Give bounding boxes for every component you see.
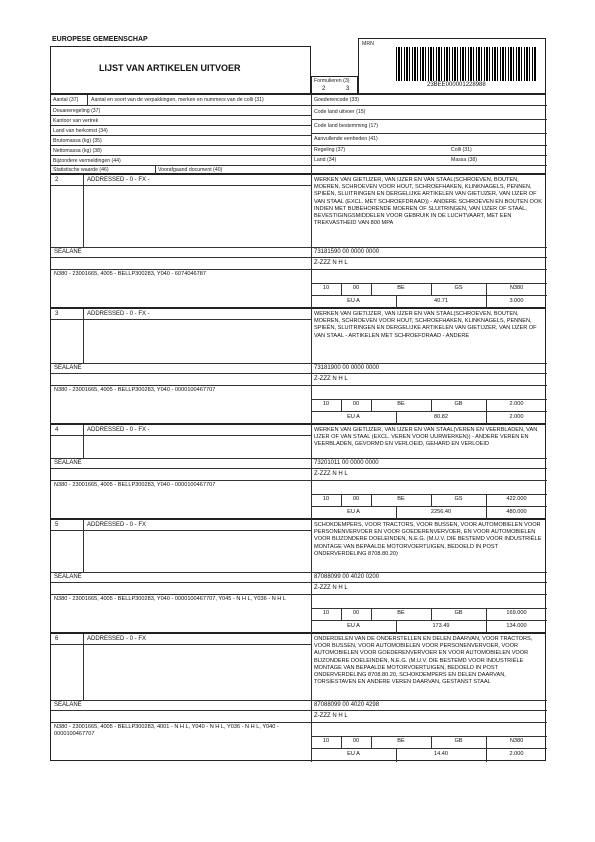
item-mass: 173.49: [432, 623, 450, 629]
item-value: 2.000: [509, 751, 524, 757]
item-grid-cell: N380: [509, 738, 524, 744]
item-refs: N380 - 23001665, 4005 - BELLP300283, Y040 - 6074046787: [54, 271, 206, 277]
item-unit: EU A: [347, 509, 360, 515]
item-zzz: Z-ZZZ N H L: [314, 260, 348, 266]
item-grid-cell: 10: [322, 610, 330, 616]
item-unit: EU A: [347, 751, 360, 757]
divider: [51, 257, 547, 258]
item-grid-cell: BE: [397, 401, 405, 407]
item-number: 2: [55, 177, 59, 183]
item-grid-cell: GS: [454, 496, 463, 502]
field-kantoor-vertrek: Kantoor van vertrek: [53, 118, 99, 124]
item-description: WERKEN VAN GIETIJZER, VAN IJZER EN VAN STAAL(SCHROEVEN, BOUTEN, MOEREN, SCHROEVEN VOOR HOUT, SCHROEFHAKEN, KLINKNAGELS, PENNEN, SPIEËN, SLUITRINGEN EN DERGELIJKE ARTIKELEN VAN GIETIJZER, VAN IJZER OF VAN STAAL - ARTIKELEN MET SCHROEFDRAAD - ANDERE: [314, 311, 537, 339]
divider: [51, 572, 547, 573]
item-grid-cell: BE: [397, 496, 405, 502]
item-mass: 14.40: [434, 751, 448, 757]
item-block: [50, 308, 546, 424]
item-value: 3.000: [509, 298, 524, 304]
divider: [311, 283, 547, 284]
field-bewijs: Voorafgaand document (40): [158, 167, 223, 173]
item-mass: 80.82: [434, 414, 448, 420]
divider: [51, 435, 311, 436]
formulieren-total: 3: [346, 86, 350, 92]
field-douane-regeling: Douaneregeling (37): [53, 108, 101, 114]
divider: [311, 620, 547, 621]
formulieren-current: 2: [322, 86, 326, 92]
divider: [51, 700, 547, 701]
item-value: 134.000: [506, 623, 527, 629]
item-grid-cell: 10: [322, 401, 330, 407]
item-number: 5: [55, 522, 59, 528]
field-waarde: Statistische waarde (46): [53, 167, 109, 173]
page-title: LIJST VAN ARTIKELEN UITVOER: [99, 63, 241, 73]
divider: [311, 520, 312, 634]
item-grid-cell: BE: [397, 738, 405, 744]
item-address: ADDRESSED - 0 - FX -: [87, 311, 150, 317]
item-grid-cell: N380: [509, 285, 524, 291]
field-kolli: Colli (31): [451, 147, 472, 153]
divider: [51, 468, 547, 469]
field-goederen-code: Goederencode (33): [314, 97, 359, 103]
barcode-number: 23BEE000001228988: [427, 82, 486, 88]
divider: [51, 247, 547, 248]
item-code: 73181590 00 0000 0000: [314, 249, 380, 255]
mrn-label: MRN: [362, 41, 374, 47]
divider: [51, 458, 547, 459]
item-value: 480.000: [506, 509, 527, 515]
item-seal: SEALANE: [54, 574, 82, 580]
divider: [311, 295, 547, 296]
item-description: SCHOKDEMPERS, VOOR TRACTORS, VOOR BUSSEN, VOOR AUTOMOBIELEN VOOR PERSONENVERVOER EN VOOR GOEDERENVERVOER, EN VOOR AUTOMOBIELEN VOOR BIJZONDERE DOELEINDEN, N.E.G. (M.U.V. DIE BESTEMD VOOR INDUSTRIËLE MONTAGE VAN BEPAALDE MOTORVOERTUIGEN, BEDOELD IN POST ONDERVERDELING 8708.80.20): [314, 522, 542, 557]
item-zzz: Z-ZZZ N H L: [314, 471, 348, 477]
formulieren-box: [311, 76, 358, 94]
item-description: WERKEN VAN GIETIJZER, VAN IJZER EN VAN STAAL(VEREN EN VEERBLADEN, VAN IJZER OF VAN STAAL (EXCL. VEREN VOOR UURWERKEN)) - ANDERE VEREN EN VEERBLADEN, GEVORMD EN VERLOEID, GEHARD EN VERLOEID: [314, 427, 538, 448]
item-grid-cell: 00: [352, 285, 360, 291]
item-grid-cell: GB: [454, 738, 463, 744]
divider: [311, 494, 547, 495]
item-refs: N380 - 23001665, 4005 - BELLP300283, Y040 - 0000100467707, Y045 - N H L, Y036 - N H L: [54, 596, 287, 602]
item-address: ADDRESSED - 0 - FX: [87, 522, 147, 528]
item-grid-cell: BE: [397, 610, 405, 616]
divider: [311, 309, 312, 425]
item-grid-cell: 00: [352, 738, 360, 744]
item-description: WERKEN VAN GIETIJZER, VAN IJZER EN VAN STAAL(SCHROEVEN, BOUTEN, MOEREN, SCHROEVEN VOOR HOUT, SCHROEFHAKEN, KLINKNAGELS, PENNEN, SPIEËN, SLUITRINGEN EN DERGELIJKE ARTIKELEN VAN GIETIJZER, VAN IJZER OF VAN STAAL (EXCL. MET SCHROEFDRAAD)) - ANDERE SCHROEVEN EN BOUTEN OOK INDIEN MET BIJBEHORENDE MOEREN OF SLUITRINGEN, VAN IJZER OF STAAL, BEVESTIGINGSMIDDELEN VOOR GEBRUIK IN DE LUCHTVAART, MET EEN TREKVASTHEID VAN 800 MPA: [314, 177, 542, 227]
divider: [311, 399, 547, 400]
divider: [51, 363, 547, 364]
divider: [311, 608, 547, 609]
item-grid-cell: 00: [352, 610, 360, 616]
item-zzz: Z-ZZZ N H L: [314, 376, 348, 382]
item-grid-cell: GS: [454, 285, 463, 291]
divider: [83, 520, 84, 572]
item-address: ADDRESSED - 0 - FX -: [87, 427, 150, 433]
item-grid-cell: 00: [352, 401, 360, 407]
item-grid-cell: BE: [397, 285, 405, 291]
item-unit: EU A: [347, 414, 360, 420]
item-block: [50, 424, 546, 519]
divider: [83, 425, 84, 458]
item-grid-cell: 10: [322, 738, 330, 744]
field-aantal-aanv: Aantal en soort van de verpakkingen, merken en nummers van de colli (31): [91, 97, 264, 103]
barcode: [396, 47, 536, 81]
item-address: ADDRESSED - 0 - FX -: [87, 177, 150, 183]
divider: [51, 710, 547, 711]
field-aanvullende: Aanvullende eenheden (41): [314, 136, 378, 142]
field-uitg-land: Code land uitvoer (15): [314, 109, 366, 115]
item-refs: N380 - 23001665, 4005 - BELLP300283, Y040 - 0000100467707: [54, 387, 216, 393]
title-box: [50, 46, 311, 94]
item-refs: N380 - 23001665, 4005 - BELLP300283, Y040 - 0000100467707: [54, 482, 216, 488]
item-description: ONDERDELEN VAN DE ONDERSTELLEN EN DELEN DAARVAN, VOOR TRACTORS, VOOR BUSSEN, VOOR AUTOMOBIELEN VOOR PERSONENVERVOER, VOOR AUTOMOBIELEN VOOR GOEDERENVERVOER EN VOOR AUTOMOBIELEN VOOR BIJZONDERE DOELEINDEN, N.E.G. (M.U.V. DIE BESTEMD VOOR INDUSTRIËLE MONTAGE VAN BEPAALDE MOTORVOERTUIGEN, BEDOELD IN POST ONDERVERDELING 8708.80.20, SCHOKDEMPERS EN DELEN DAARVAN, TORSIESTAVEN EN ANDERE VEREN DAARVAN, GESTANST STAAL: [314, 636, 533, 686]
divider: [83, 309, 84, 363]
item-code: 87088099 00 4020 4298: [314, 702, 380, 708]
item-block: [50, 519, 546, 633]
item-refs: N380 - 23001665, 4005 - BELLP300283, 4001 - N H L, Y040 - N H L, Y036 - N H L, Y040 - 0000100467707: [54, 724, 279, 738]
item-seal: SEALANE: [54, 249, 82, 255]
item-zzz: Z-ZZZ N H L: [314, 585, 348, 591]
item-value: 2.000: [509, 414, 524, 420]
item-number: 6: [55, 636, 59, 642]
divider: [51, 582, 547, 583]
field-gewicht-bruto: Brutomassa (kg) (35): [53, 138, 102, 144]
item-grid-cell: 169.000: [506, 610, 527, 616]
item-code: 73201011 00 0000 0000: [314, 460, 379, 466]
item-seal: SEALANE: [54, 460, 82, 466]
item-grid-cell: 2.000: [509, 401, 524, 407]
item-block: [50, 174, 546, 308]
divider: [51, 373, 547, 374]
item-seal: SEALANE: [54, 365, 82, 371]
field-landen: Land (34): [314, 157, 337, 163]
field-best-land: Code land bestemming (17): [314, 123, 379, 129]
item-unit: EU A: [347, 298, 360, 304]
item-grid-cell: 10: [322, 285, 330, 291]
mrn-box: [358, 38, 546, 94]
divider: [51, 480, 547, 481]
item-address: ADDRESSED - 0 - FX: [87, 636, 147, 642]
item-seal: SEALANE: [54, 702, 82, 708]
org-label: EUROPESE GEMEENSCHAP: [52, 36, 148, 43]
divider: [51, 269, 547, 270]
field-bijz-vermelding: Bijzondere vermeldingen (44): [53, 158, 121, 164]
item-zzz: Z-ZZZ N H L: [314, 713, 348, 719]
divider: [51, 530, 311, 531]
item-grid-cell: GB: [454, 610, 463, 616]
field-aantal: Aantal (37): [53, 97, 79, 103]
divider: [311, 748, 547, 749]
item-code: 87088099 00 4020 0200: [314, 574, 380, 580]
divider: [51, 644, 311, 645]
item-mass: 2256.40: [430, 509, 452, 515]
formulieren-label: Formulieren (3): [314, 78, 350, 84]
item-grid-cell: 00: [352, 496, 360, 502]
divider: [51, 385, 547, 386]
item-mass: 40.71: [434, 298, 448, 304]
item-number: 3: [55, 311, 59, 317]
item-grid-cell: 10: [322, 496, 330, 502]
divider: [51, 319, 311, 320]
field-massa: Massa (38): [451, 157, 477, 163]
divider: [311, 506, 547, 507]
item-grid-cell: GB: [454, 401, 463, 407]
field-landen-herkomst: Land van herkomst (34): [53, 128, 108, 134]
divider: [51, 594, 547, 595]
divider: [311, 736, 547, 737]
info-block: [50, 94, 546, 174]
item-number: 4: [55, 427, 59, 433]
divider: [311, 411, 547, 412]
divider: [51, 185, 311, 186]
item-grid-cell: 422.000: [506, 496, 527, 502]
item-unit: EU A: [347, 623, 360, 629]
field-gewicht-netto: Nettomassa (kg) (38): [53, 148, 102, 154]
field-regeling: Regeling (37): [314, 147, 346, 153]
divider: [51, 722, 547, 723]
item-code: 73181900 00 0000 0000: [314, 365, 380, 371]
item-block: [50, 633, 546, 761]
